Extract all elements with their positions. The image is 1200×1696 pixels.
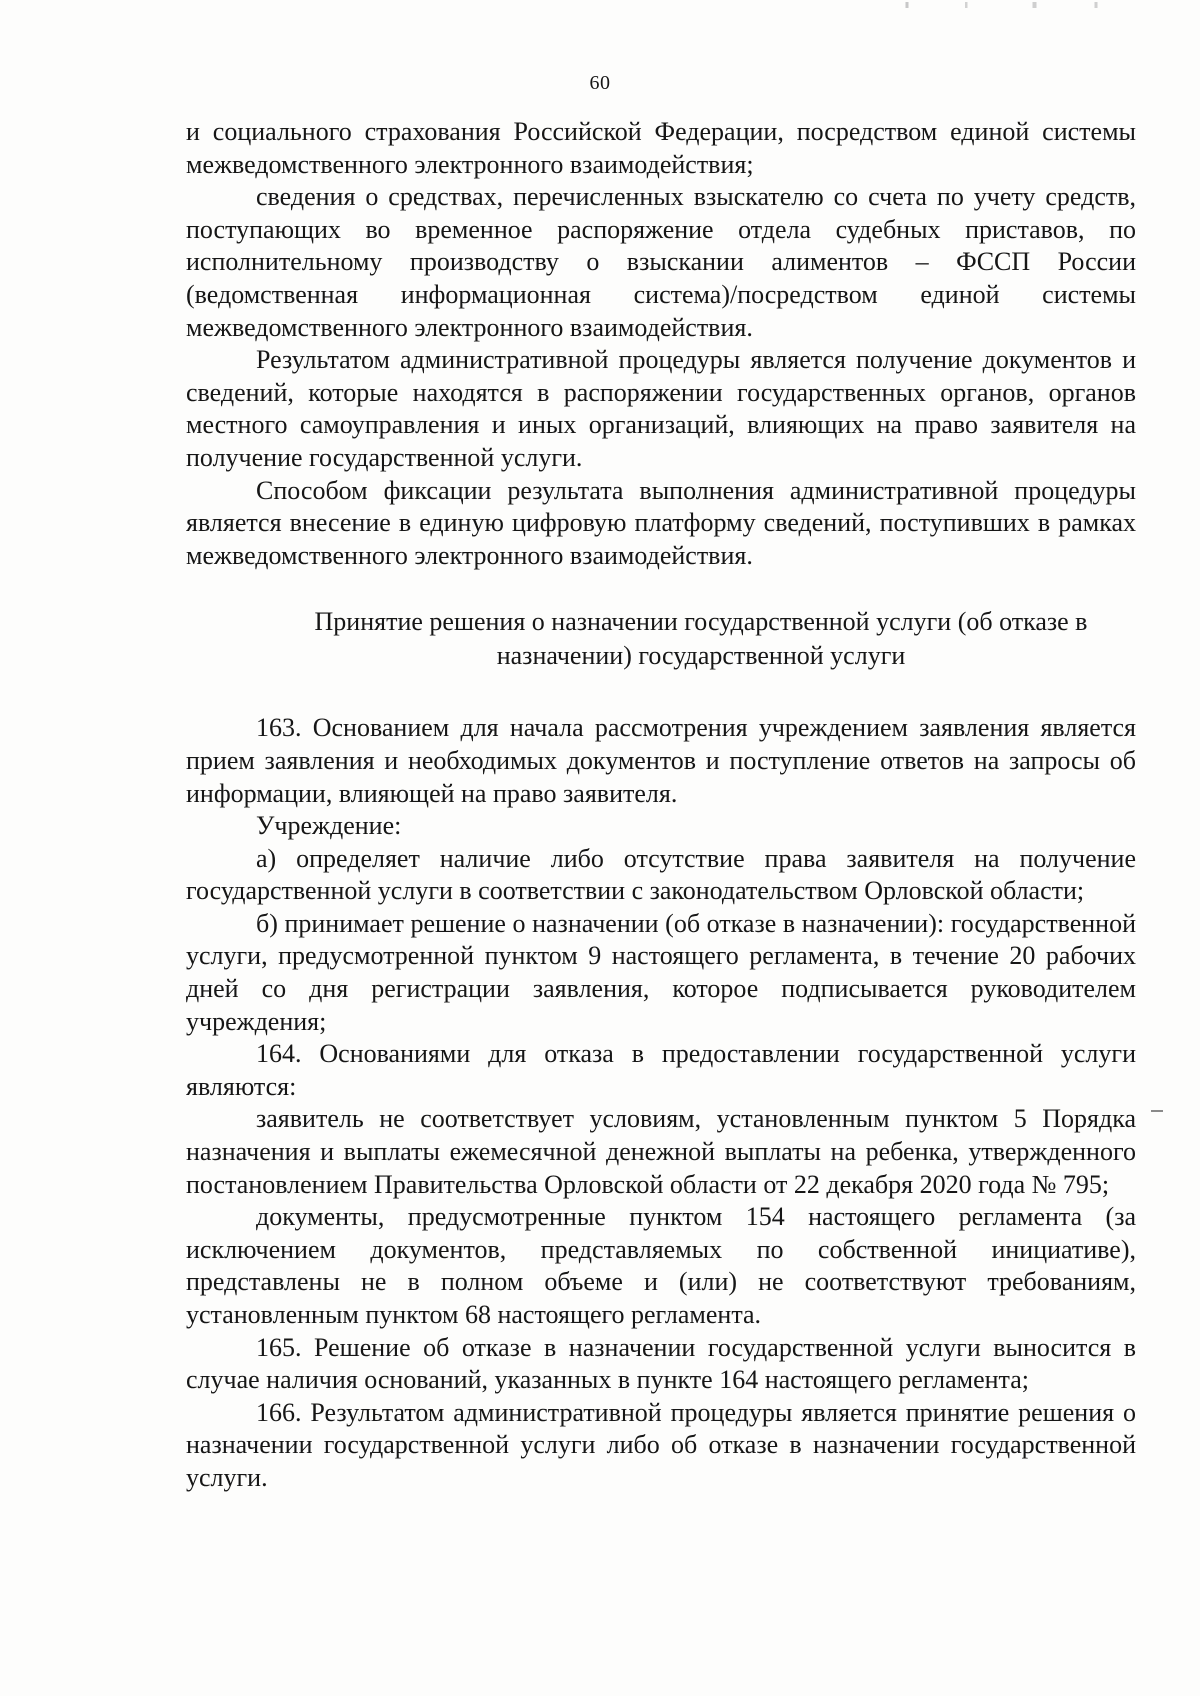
paragraph: 164. Основаниями для отказа в предоставлении государственной услуги являются: — [186, 1039, 1136, 1101]
paragraph: документы, предусмотренные пунктом 154 настоящего регламента (за исключением документов, представляемых по собственной инициативе), представлены не в полном объеме и (или) не соответствуют требованиям, установленным пунктом 68 настоящего регламента. — [186, 1202, 1136, 1329]
paragraph: сведения о средствах, перечисленных взыскателю со счета по учету средств, поступающих во временное распоряжение отдела судебных приставов, по исполнительному производству о взыскании алиментов – ФССП России (ведомственная информационная система)/посредством единой системы межведомственного электронного взаимодействия. — [186, 182, 1136, 342]
page-number: 60 — [589, 72, 611, 94]
paragraph: 163. Основанием для начала рассмотрения учреждением заявления является прием заявления и необходимых документов и поступление ответов на запросы об информации, влияющей на право заявителя. — [186, 713, 1136, 808]
paragraph: б) принимает решение о назначении (об отказе в назначении): государственной услуги, предусмотренной пунктом 9 настоящего регламента, в течение 20 рабочих дней со дня регистрации заявления, которое подписывается руководителем учреждения; — [186, 908, 1136, 1036]
paragraph: заявитель не соответствует условиям, установленным пунктом 5 Порядка назначения и выплаты ежемесячной денежной выплаты на ребенка, утвержденного постановлением Правительства Орловской области от 22 декабря 2020 года № 795; — [186, 1104, 1136, 1199]
paragraph: Результатом административной процедуры является получение документов и сведений, которые находятся в распоряжении государственных органов, органов местного самоуправления и иных организаций, влияющих на право заявителя на получение государственной услуги. — [186, 345, 1136, 472]
paragraph: 166. Результатом административной процедуры является принятие решения о назначении государственной услуги либо об отказе в назначении государственной услуги. — [186, 1397, 1136, 1492]
scan-artifact — [884, 2, 1154, 8]
paragraph-group-bottom — [186, 712, 1136, 1494]
paragraph: 165. Решение об отказе в назначении государственной услуги выносится в случае наличия оснований, указанных в пункте 164 настоящего регламента; — [186, 1332, 1136, 1395]
document-body — [186, 116, 1136, 1495]
paragraph-group-top — [186, 116, 1136, 572]
paragraph: Учреждение: — [256, 811, 402, 841]
paragraph: а) определяет наличие либо отсутствие права заявителя на получение государственной услуги в соответствии с законодательством Орловской области; — [186, 843, 1136, 906]
margin-mark — [1151, 1110, 1163, 1112]
section-heading: Принятие решения о назначении государственной услуги (об отказе в назначении) государственной услуги — [314, 607, 1088, 671]
paragraph: и социального страхования Российской Федерации, посредством единой системы межведомственного электронного взаимодействия; — [186, 117, 1136, 179]
paragraph: Способом фиксации результата выполнения административной процедуры является внесение в единую цифровую платформу сведений, поступивших в рамках межведомственного электронного взаимодействия. — [186, 475, 1136, 570]
